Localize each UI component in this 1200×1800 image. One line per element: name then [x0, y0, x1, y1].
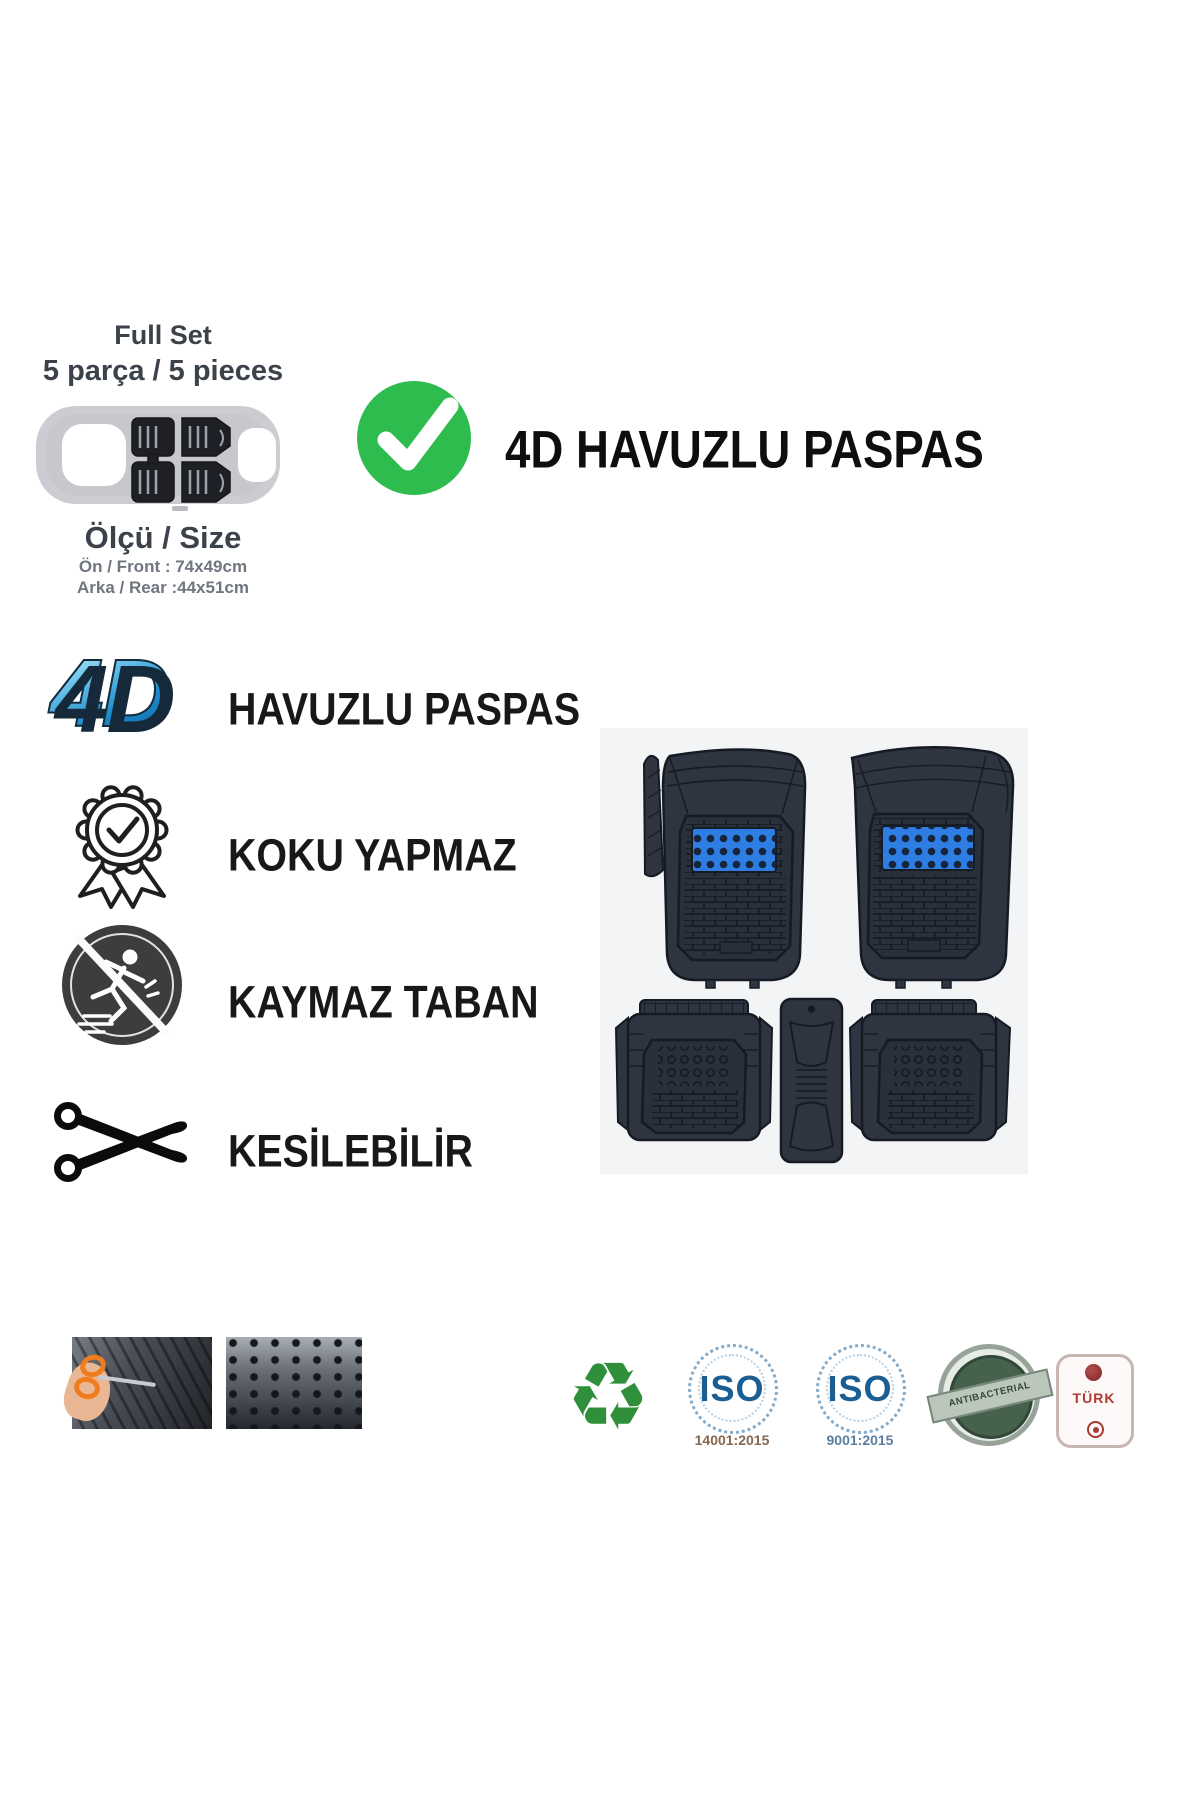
medal-check-icon [62, 778, 182, 910]
recycle-icon: ♻ [565, 1343, 651, 1452]
turk-badge-label: TÜRK [1072, 1390, 1116, 1406]
iso-subtitle: 9001:2015 [826, 1432, 894, 1448]
green-check-icon [356, 378, 474, 498]
feature-label-kaymaz-taban: KAYMAZ TABAN [228, 977, 539, 1028]
product-photo [600, 728, 1028, 1174]
feature-label-havuzlu-paspas: HAVUZLU PASPAS [228, 684, 581, 735]
full-set-title: Full Set [114, 320, 212, 350]
anti-slip-texture-photo [226, 1337, 362, 1429]
center-tunnel-mat [781, 999, 842, 1162]
feature-label-kesilebilir: KESİLEBİLİR [228, 1126, 473, 1177]
feature-label-koku-yapmaz: KOKU YAPMAZ [228, 830, 517, 881]
rear-right-mat [850, 1000, 1010, 1140]
front-left-mat [644, 749, 805, 988]
scissors-icon [52, 1092, 192, 1192]
turk-certification-badge [1056, 1354, 1134, 1448]
iso-9001-badge [804, 1342, 916, 1454]
iso-14001-badge [676, 1342, 788, 1454]
page-title: 4D HAVUZLU PASPAS [505, 419, 984, 479]
front-right-mat [852, 747, 1013, 988]
size-front: Ön / Front : 74x49cm [78, 557, 248, 576]
scissors-cutting-mat-photo [72, 1337, 212, 1429]
full-set-subtitle: 5 parça / 5 pieces [42, 355, 284, 387]
car-top-view-icon [32, 398, 284, 512]
no-slip-icon [58, 920, 186, 1050]
turk-badge-emblem [1085, 1364, 1102, 1381]
4d-logo-icon: 4D [50, 640, 169, 747]
turk-badge-seal [1087, 1421, 1104, 1438]
iso-title: ISO [699, 1368, 765, 1409]
stamp-ribbon-label: ANTIBACTERIAL [926, 1368, 1053, 1423]
iso-subtitle: 14001:2015 [694, 1432, 770, 1448]
mat-set-illustration [600, 728, 1028, 1174]
size-rear: Arka / Rear :44x51cm [76, 578, 249, 597]
antibacterial-stamp [936, 1342, 1040, 1450]
rear-left-mat [616, 1000, 772, 1140]
size-title: Ölçü / Size [84, 520, 242, 555]
iso-title: ISO [827, 1368, 893, 1409]
